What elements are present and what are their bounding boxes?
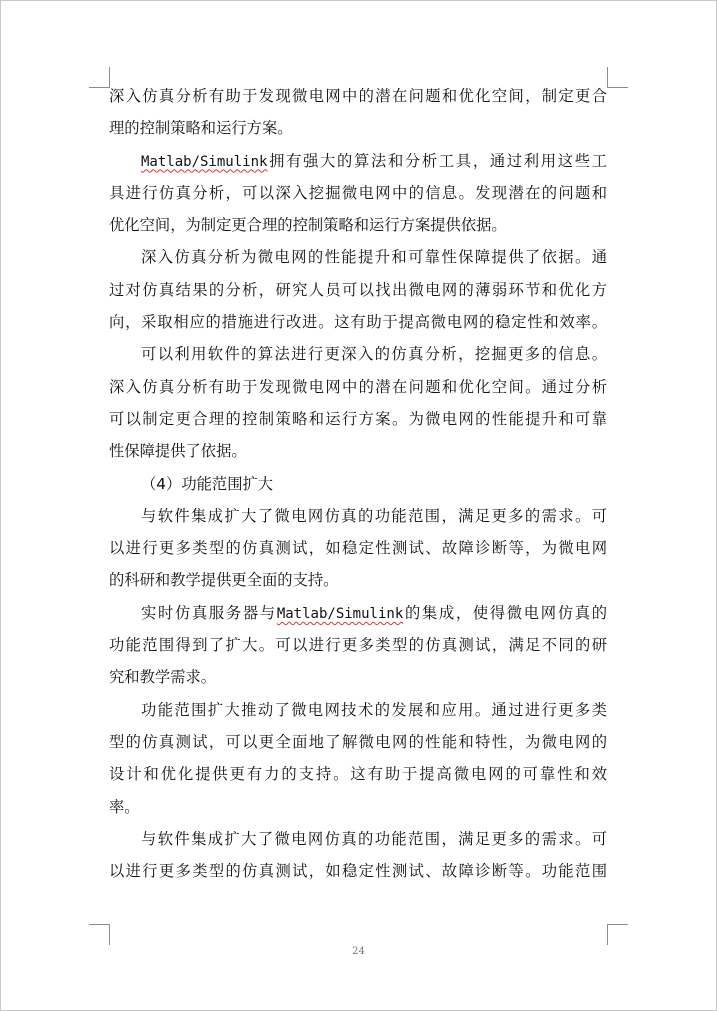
text-line: 深入仿真分析为微电网的性能提升和可靠性保障提供了依据。通: [141, 248, 607, 267]
text-line: 究和教学需求。: [109, 668, 217, 687]
text-line: 向，采取相应的措施进行改进。这有助于提高微电网的稳定性和效率。: [109, 313, 607, 332]
text-line: 深入仿真分析有助于发现微电网中的潜在问题和优化空间，制定更合: [109, 87, 607, 105]
text-line: 过对仿真结果的分析，研究人员可以找出微电网的薄弱环节和优化方: [109, 280, 607, 299]
text-line: 具进行仿真分析，可以深入挖掘微电网中的信息。发现潜在的问题和: [109, 183, 607, 202]
text-line: 以进行更多类型的仿真测试，如稳定性测试、故障诊断等。功能范围: [109, 862, 607, 881]
text-line: 可以制定更合理的控制策略和运行方案。为微电网的性能提升和可靠: [109, 409, 607, 428]
crop-mark-bottom-left: [89, 924, 110, 945]
text-line: 功能范围扩大推动了微电网技术的发展和应用。通过进行更多类: [141, 700, 607, 719]
text-line: 以进行更多类型的仿真测试，如稳定性测试、故障诊断等，为微电网: [109, 539, 607, 558]
text-line: 型的仿真测试，可以更全面地了解微电网的性能和特性，为微电网的: [109, 732, 607, 751]
crop-mark-bottom-right: [607, 924, 628, 945]
text-line: 可以利用软件的算法进行更深入的仿真分析，挖掘更多的信息。: [141, 345, 607, 364]
text-line: 理的控制策略和运行方案。: [109, 119, 293, 138]
text-line: 功能范围得到了扩大。可以进行更多类型的仿真测试，满足不同的研: [109, 636, 607, 655]
text-line: 设计和优化提供更有力的支持。这有助于提高微电网的可靠性和效: [109, 765, 607, 784]
text-line: 与软件集成扩大了微电网仿真的功能范围，满足更多的需求。可: [141, 506, 607, 525]
text-line: 的科研和教学提供更全面的支持。: [109, 571, 339, 590]
text-span: 拥有强大的算法和分析工具，通过利用这些工: [267, 151, 607, 170]
text-line: 率。: [109, 797, 140, 816]
crop-mark-top-left: [89, 67, 110, 88]
section-heading: （4）功能范围扩大: [141, 474, 274, 493]
spellcheck-term: Matlab/Simulink: [141, 153, 268, 170]
text-line: 深入仿真分析有助于发现微电网中的潜在问题和优化空间。通过分析: [109, 377, 607, 396]
text-line: 性保障提供了依据。: [109, 442, 247, 461]
spellcheck-term: Matlab/Simulink: [276, 605, 404, 622]
text-line: [109, 145, 607, 177]
page-number: 24: [352, 946, 365, 957]
document-body[interactable]: [109, 80, 607, 887]
text-span: 的集成，使得微电网仿真的: [403, 603, 607, 622]
text-line: 优化空间，为制定更合理的控制策略和运行方案提供依据。: [109, 216, 507, 235]
text-line: 与软件集成扩大了微电网仿真的功能范围，满足更多的需求。可: [141, 829, 607, 848]
text-span: 实时仿真服务器与: [141, 603, 277, 622]
crop-mark-top-right: [607, 67, 628, 88]
text-line: [109, 597, 607, 629]
